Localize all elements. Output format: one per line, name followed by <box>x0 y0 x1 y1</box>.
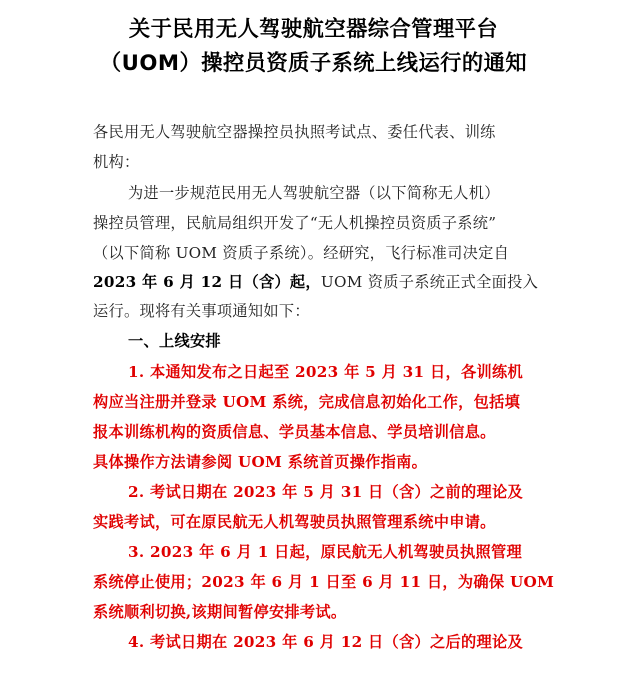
item-1-line-2: 构应当注册并登录 UOM 系统，完成信息初始化工作，包括填 <box>93 393 521 411</box>
salutation-line-2: 机构： <box>93 153 140 171</box>
intro-line-4-rest: UOM 资质子系统正式全面投入 <box>320 273 539 291</box>
intro-line-5: 运行。现将有关事项通知如下： <box>93 302 310 320</box>
item-1-line-3: 报本训练机构的资质信息、学员基本信息、学员培训信息。 <box>93 423 496 441</box>
item-3-line-3: 系统顺利切换,该期间暂停安排考试。 <box>93 603 347 621</box>
intro-line-2: 操控员管理，民航局组织开发了“无人机操控员资质子系统” <box>93 214 497 232</box>
item-1-line-1: 1. 本通知发布之日起至 2023 年 5 月 31 日，各训练机 <box>128 363 523 381</box>
item-2-line-1: 2. 考试日期在 2023 年 5 月 31 日（含）之前的理论及 <box>128 483 523 501</box>
document-title-line-2: （UOM）操控员资质子系统上线运行的通知 <box>99 51 528 76</box>
item-3-line-1: 3. 2023 年 6 月 1 日起，原民航无人机驾驶员执照管理 <box>128 543 522 561</box>
intro-line-4 <box>93 271 538 292</box>
section-heading: 一、上线安排 <box>128 332 221 350</box>
intro-line-3: （以下简称 UOM 资质子系统）。经研究，飞行标准司决定自 <box>93 244 510 262</box>
item-1-line-4: 具体操作方法请参阅 UOM 系统首页操作指南。 <box>93 453 428 471</box>
effective-date: 2023 年 6 月 12 日（含）起， <box>93 273 321 291</box>
item-2-line-2: 实践考试，可在原民航无人机驾驶员执照管理系统中申请。 <box>93 513 496 531</box>
item-3-line-2: 系统停止使用；2023 年 6 月 1 日至 6 月 11 日，为确保 UOM <box>93 573 555 591</box>
item-4-line-1: 4. 考试日期在 2023 年 6 月 12 日（含）之后的理论及 <box>128 633 523 651</box>
document-title-line-1: 关于民用无人驾驶航空器综合管理平台 <box>128 17 499 42</box>
salutation-line-1: 各民用无人驾驶航空器操控员执照考试点、委任代表、训练 <box>93 123 496 141</box>
intro-line-1: 为进一步规范民用无人驾驶航空器（以下简称无人机） <box>128 184 500 202</box>
